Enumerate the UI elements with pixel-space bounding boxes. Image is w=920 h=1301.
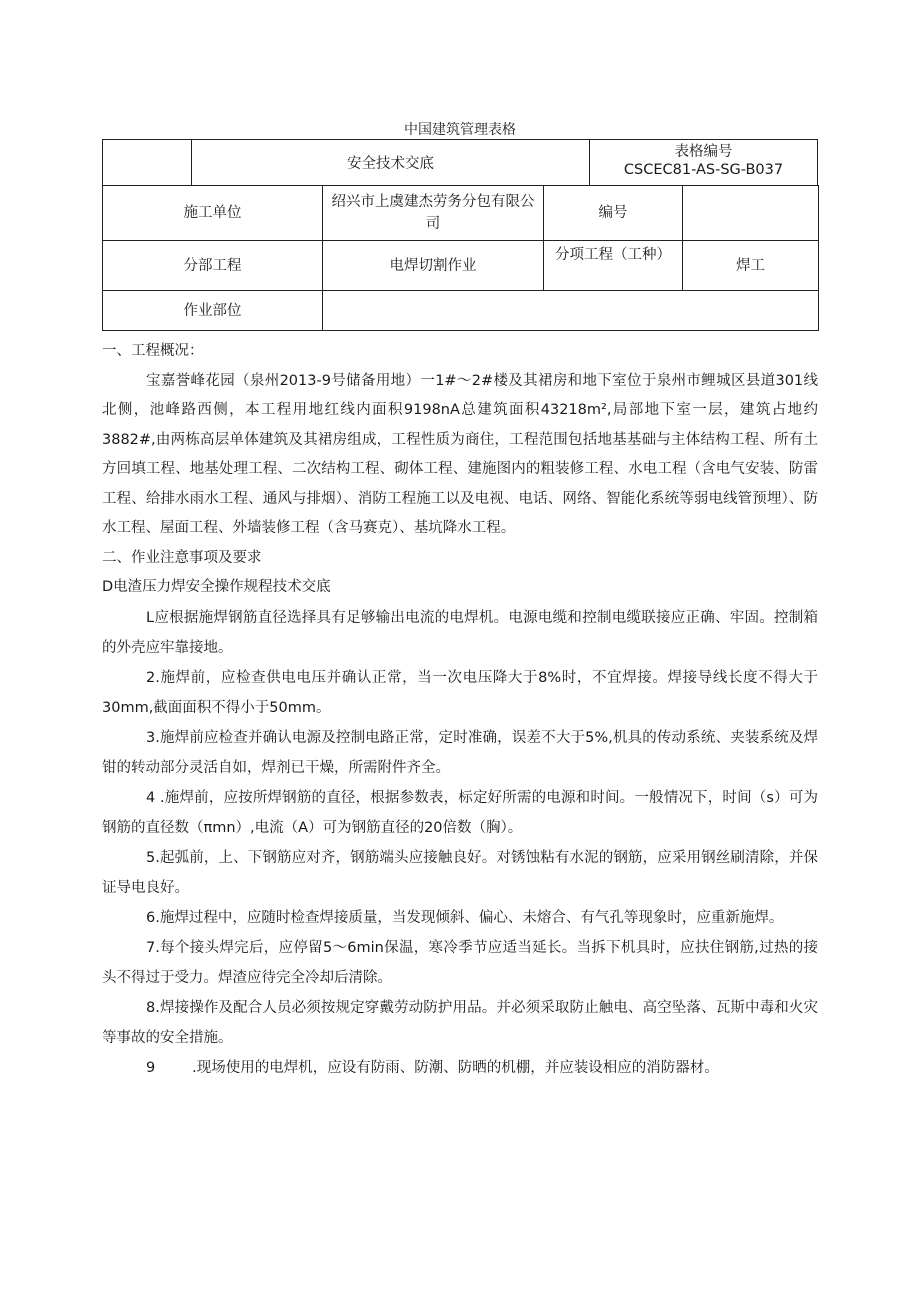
info-table (102, 185, 819, 331)
section2-subtitle: D电渣压力焊安全操作规程技术交底 (102, 579, 331, 595)
division-label: 分部工程 (103, 241, 323, 291)
location-label: 作业部位 (103, 291, 323, 331)
division-value: 电焊切割作业 (323, 241, 544, 291)
list-item: 5.起弧前，上、下钢筋应对齐，钢筋端头应接触良好。对锈蚀粘有水泥的钢筋，应采用钢丝刷清除，并保证导电良好。 (102, 849, 818, 896)
list-item: 4 .施焊前，应按所焊钢筋的直径，根据参数表，标定好所需的电源和时间。一般情况下，时间（s）可为钢筋的直径数（πmn）,电流（A）可为钢筋直径的20倍数（胸）。 (102, 789, 818, 836)
unit-value: 绍兴市上虞建杰劳务分包有限公司 (323, 186, 544, 241)
subdivision-value: 焊工 (683, 241, 819, 291)
document-body (102, 337, 818, 1083)
form-number-label: 表格编号 (674, 144, 733, 160)
list-item: L应根据施焊钢筋直径选择具有足够输出电流的电焊机。电源电缆和控制电缆联接应正确、牢固。控制箱的外壳应牢靠接地。 (102, 609, 818, 656)
number-label: 编号 (544, 186, 683, 241)
header-table (102, 139, 818, 185)
unit-label: 施工单位 (103, 186, 323, 241)
subdivision-label: 分项工程（工种） (544, 241, 683, 291)
list-item: 3.施焊前应检查并确认电源及控制电路正常，定时准确，误差不大于5%,机具的传动系统、夹装系统及焊钳的转动部分灵活自如，焊剂已干燥，所需附件齐全。 (102, 729, 818, 776)
header-title: 安全技术交底 (347, 156, 434, 172)
section2-title: 二、作业注意事项及要求 (102, 549, 262, 566)
list-item: 8.焊接操作及配合人员必须按规定穿戴劳动防护用品。并必须采取防止触电、高空坠落、瓦斯中毒和火灾等事故的安全措施。 (102, 999, 818, 1046)
list-item: 7.每个接头焊完后，应停留5～6min保温，寒冷季节应适当延长。当拆下机具时，应扶住钢筋,过热的接头不得过于受力。焊渣应待完全冷却后清除。 (102, 939, 818, 986)
list-item: 6.施焊过程中，应随时检查焊接质量，当发现倾斜、偏心、未熔合、有气孔等现象时，应重新施焊。 (146, 909, 784, 926)
project-overview: 宝嘉誉峰花园（泉州2013-9号储备用地）一1#～2#楼及其裙房和地下室位于泉州市鲤城区县道301线北侧，池峰路西侧，本工程用地红线内面积9198nA总建筑面积43218m²,局部地下室一层，建筑占地约3882#,由两栋高层单体建筑及其裙房组成，工程性质为商住，工程范围包括地基基础与主体结构工程、所有土方回填工程、地基处理工程、二次结构工程、砌体工程、建施图内的粗装修工程、水电工程（含电气安装、防雷工程、给排水雨水工程、通风与排烟）、消防工程施工以及电视、电话、网络、智能化系统等弱电线管预埋）、防水工程、屋面工程、外墙装修工程（含马赛克）、基坑降水工程。 (102, 372, 818, 536)
list-item: 9 .现场使用的电焊机，应设有防雨、防潮、防晒的机棚，并应装设相应的消防器材。 (146, 1059, 719, 1076)
form-number-value: CSCEC81-AS-SG-B037 (623, 162, 784, 178)
number-value (683, 186, 819, 241)
section1-title: 一、工程概况： (102, 343, 204, 359)
list-item: 2.施焊前，应检查供电电压并确认正常，当一次电压降大于8%时，不宜焊接。焊接导线长度不得大于30mm,截面面积不得小于50mm。 (102, 669, 818, 716)
form-caption: 中国建筑管理表格 (404, 122, 516, 138)
location-value (323, 291, 819, 331)
